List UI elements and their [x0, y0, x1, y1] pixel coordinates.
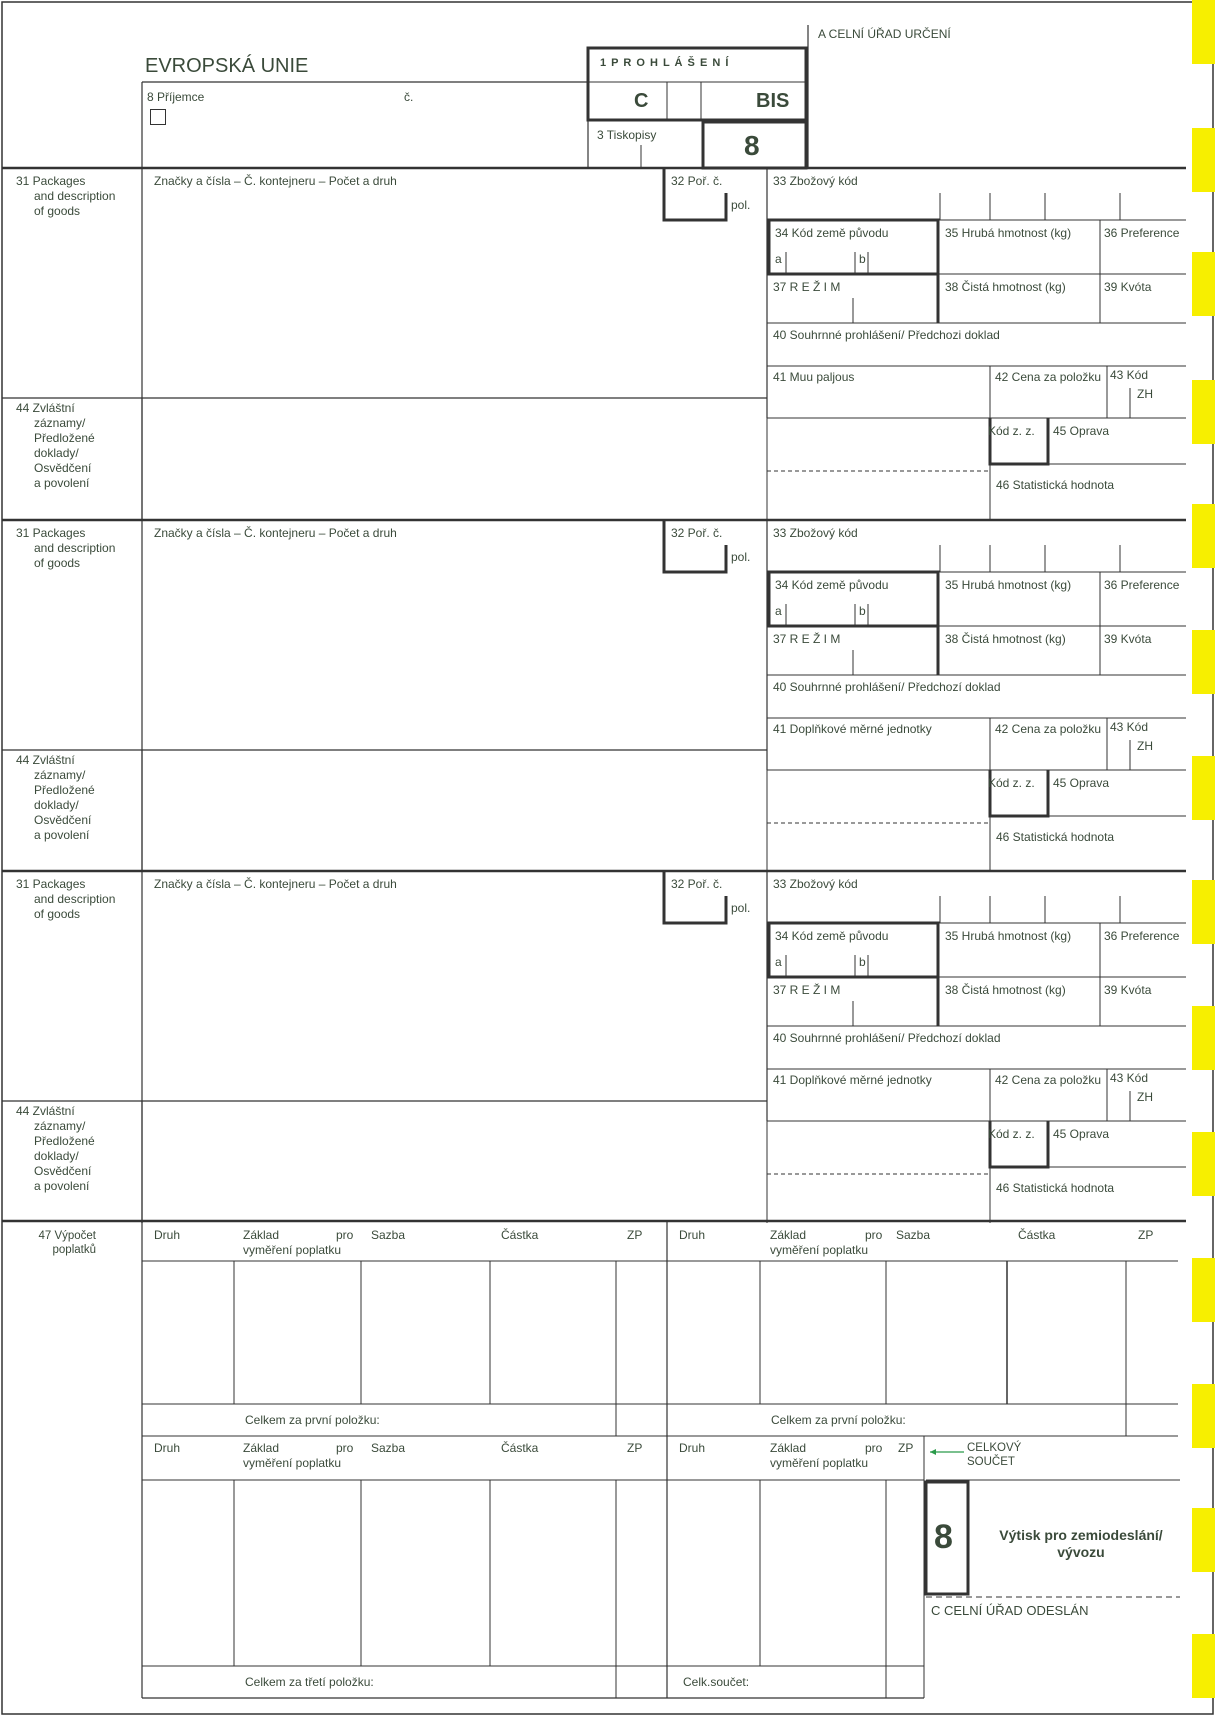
packages-label-line: 31 Packages	[16, 174, 86, 188]
packages-label-line: 31 Packages	[16, 526, 86, 540]
grand-total-line: CELKOVÝ	[967, 1442, 1022, 1454]
margin-tab	[1192, 1508, 1215, 1572]
zh-label: ZH	[1137, 1090, 1153, 1104]
total-first-item-left: Celkem za první položku:	[245, 1413, 380, 1427]
marks-label: Značky a čísla – Č. kontejneru – Počet a druh	[154, 526, 397, 540]
summary-declaration-label: 40 Souhrnné prohlášení/ Předchozí doklad	[773, 1031, 1001, 1045]
eu-title: EVROPSKÁ UNIE	[145, 55, 309, 77]
item-number-label: 32 Poř. č.	[671, 174, 723, 188]
preference-label: 36 Preference	[1104, 578, 1180, 592]
code-label: 43 Kód	[1110, 1071, 1149, 1085]
special-notes-label-line: Předložené	[34, 431, 95, 445]
special-notes-label-line: Osvědčení	[34, 461, 92, 475]
special-notes-label-line: 44 Zvláštní	[16, 1104, 75, 1118]
net-mass-label: 38 Čistá hmotnost (kg)	[945, 280, 1066, 294]
pol-label: pol.	[731, 550, 751, 564]
gross-mass-label: 35 Hrubá hmotnost (kg)	[945, 929, 1072, 943]
declaration-label: 1 P R O H L Á Š E N Í	[600, 57, 730, 69]
margin-tab	[1192, 252, 1215, 316]
grand-sum-label: Celk.součet:	[683, 1675, 750, 1689]
statistical-value-label: 46 Statistická hodnota	[996, 830, 1115, 844]
declaration-bis: BIS	[756, 90, 790, 112]
pol-label: pol.	[731, 901, 751, 915]
packages-label-line: of goods	[34, 907, 81, 921]
fee-base-header: Základ	[770, 1441, 807, 1455]
fee-base-header: Základ	[243, 1228, 280, 1242]
code-label: 43 Kód	[1110, 368, 1149, 382]
fee-base-sub-header: vyměření poplatku	[243, 1243, 342, 1257]
summary-declaration-label: 40 Souhrnné prohlášení/ Předchozí doklad	[773, 680, 1001, 694]
net-mass-label: 38 Čistá hmotnost (kg)	[945, 983, 1066, 997]
margin-tab	[1192, 1132, 1215, 1196]
margin-tab	[1192, 756, 1215, 820]
origin-code-label: 34 Kód země původu	[775, 226, 889, 240]
origin-b-label: b	[859, 955, 866, 969]
margin-tab	[1192, 128, 1215, 192]
special-notes-label-line: a povolení	[34, 476, 90, 490]
packages-label-line: of goods	[34, 204, 81, 218]
pol-label: pol.	[731, 198, 751, 212]
copy-title-line: Výtisk pro zemiodeslání/	[999, 1527, 1163, 1543]
special-notes-label-line: Předložené	[34, 783, 95, 797]
quota-label: 39 Kvóta	[1104, 632, 1152, 646]
statistical-value-label: 46 Statistická hodnota	[996, 478, 1115, 492]
kod-zz-label: Kód z. z.	[988, 776, 1035, 790]
fee-amount-header: Částka	[501, 1228, 539, 1242]
net-mass-label: 38 Čistá hmotnost (kg)	[945, 632, 1066, 646]
fee-amount-header: Částka	[501, 1441, 539, 1455]
fee-zp-header: ZP	[627, 1228, 643, 1242]
margin-tab	[1192, 880, 1215, 944]
fee-type-header: Druh	[679, 1441, 706, 1455]
correction-label: 45 Oprava	[1053, 424, 1110, 438]
origin-a-label: a	[775, 604, 782, 618]
item-number-label: 32 Poř. č.	[671, 877, 723, 891]
margin-tab	[1192, 380, 1215, 444]
summary-declaration-label: 40 Souhrnné prohlášení/ Předchozi doklad	[773, 328, 1000, 342]
preference-label: 36 Preference	[1104, 226, 1180, 240]
special-notes-label-line: a povolení	[34, 828, 90, 842]
special-notes-label-line: Osvědčení	[34, 1164, 92, 1178]
special-notes-label-line: a povolení	[34, 1179, 90, 1193]
margin-tab	[1192, 1258, 1215, 1322]
fee-base-sub-header: vyměření poplatku	[243, 1456, 342, 1470]
declaration-c: C	[634, 90, 649, 112]
fees-label-line: 47 Výpočet	[38, 1230, 96, 1242]
grand-total-line: SOUČET	[967, 1456, 1015, 1468]
code-label: 43 Kód	[1110, 720, 1149, 734]
fee-amount-header: Částka	[1018, 1228, 1056, 1242]
special-notes-label-line: Předložené	[34, 1134, 95, 1148]
forms-label: 3 Tiskopisy	[597, 128, 657, 142]
kod-zz-label: Kód z. z.	[988, 424, 1035, 438]
recipient-number-label: č.	[404, 90, 414, 104]
fee-type-header: Druh	[154, 1441, 181, 1455]
fee-rate-header: Sazba	[371, 1228, 406, 1242]
fee-base-header: Základ	[243, 1441, 280, 1455]
item-price-label: 42 Cena za položku	[995, 1073, 1102, 1087]
preference-label: 36 Preference	[1104, 929, 1180, 943]
statistical-value-label: 46 Statistická hodnota	[996, 1181, 1115, 1195]
margin-tab	[1192, 1384, 1215, 1448]
correction-label: 45 Oprava	[1053, 1127, 1110, 1141]
item-blocks	[2, 168, 1186, 1223]
origin-code-label: 34 Kód země původu	[775, 929, 889, 943]
office-sent-label: C CELNÍ ÚŘAD ODESLÁN	[931, 1603, 1089, 1618]
special-notes-label-line: doklady/	[34, 446, 79, 460]
item-price-label: 42 Cena za položku	[995, 370, 1102, 384]
special-notes-label-line: záznamy/	[34, 768, 86, 782]
regime-label: 37 R E Ž I M	[773, 280, 841, 294]
copy-number-footer: 8	[934, 1518, 953, 1556]
fee-zp-header: ZP	[898, 1441, 914, 1455]
marks-label: Značky a čísla – Č. kontejneru – Počet a druh	[154, 877, 397, 891]
kod-zz-label: Kód z. z.	[988, 1127, 1035, 1141]
item-price-label: 42 Cena za položku	[995, 722, 1102, 736]
packages-label-line: 31 Packages	[16, 877, 86, 891]
marks-label: Značky a čísla – Č. kontejneru – Počet a druh	[154, 174, 397, 188]
gross-mass-label: 35 Hrubá hmotnost (kg)	[945, 226, 1072, 240]
packages-label-line: of goods	[34, 556, 81, 570]
destination-office-label: A CELNÍ ÚŘAD URČENÍ	[818, 27, 951, 41]
copy-number: 8	[744, 130, 760, 161]
grand-total-label	[967, 1441, 1021, 1469]
fee-base-sub-header: vyměření poplatku	[770, 1456, 869, 1470]
supplementary-units-label: 41 Doplňkové měrné jednotky	[773, 722, 932, 736]
commodity-code-label: 33 Zbožový kód	[773, 526, 858, 540]
special-notes-label-line: doklady/	[34, 1149, 79, 1163]
origin-code-label: 34 Kód země původu	[775, 578, 889, 592]
commodity-code-label: 33 Zbožový kód	[773, 174, 858, 188]
total-third-item: Celkem za třetí položku:	[245, 1675, 374, 1689]
special-notes-label-line: záznamy/	[34, 416, 86, 430]
packages-label-line: and description	[34, 189, 116, 203]
regime-label: 37 R E Ž I M	[773, 983, 841, 997]
margin-tab	[1192, 504, 1215, 568]
packages-label-line: and description	[34, 892, 116, 906]
zh-label: ZH	[1137, 387, 1153, 401]
supplementary-units-label: 41 Muu paljous	[773, 370, 855, 384]
fee-type-header: Druh	[679, 1228, 706, 1242]
item-number-label: 32 Poř. č.	[671, 526, 723, 540]
quota-label: 39 Kvóta	[1104, 983, 1152, 997]
origin-b-label: b	[859, 252, 866, 266]
fee-zp-header: ZP	[627, 1441, 643, 1455]
commodity-code-label: 33 Zbožový kód	[773, 877, 858, 891]
special-notes-label-line: 44 Zvláštní	[16, 753, 75, 767]
margin-tab	[1192, 630, 1215, 694]
fee-base-pro-header: pro	[865, 1441, 883, 1455]
special-notes-label-line: doklady/	[34, 798, 79, 812]
copy-title-line: vývozu	[1057, 1544, 1105, 1560]
correction-label: 45 Oprava	[1053, 776, 1110, 790]
origin-b-label: b	[859, 604, 866, 618]
copy-title	[976, 1527, 1186, 1561]
origin-a-label: a	[775, 955, 782, 969]
fee-rate-header: Sazba	[896, 1228, 931, 1242]
fee-zp-header: ZP	[1138, 1228, 1154, 1242]
recipient-label: 8 Příjemce	[147, 90, 205, 104]
fee-base-pro-header: pro	[865, 1228, 883, 1242]
total-first-item-right: Celkem za první položku:	[771, 1413, 906, 1427]
supplementary-units-label: 41 Doplňkové měrné jednotky	[773, 1073, 932, 1087]
special-notes-label-line: Osvědčení	[34, 813, 92, 827]
special-notes-label-line: záznamy/	[34, 1119, 86, 1133]
packages-label-line: and description	[34, 541, 116, 555]
fee-type-header: Druh	[154, 1228, 181, 1242]
gross-mass-label: 35 Hrubá hmotnost (kg)	[945, 578, 1072, 592]
margin-tab	[1192, 1634, 1215, 1698]
fee-rate-header: Sazba	[371, 1441, 406, 1455]
fee-base-pro-header: pro	[336, 1228, 354, 1242]
fees-label-line: poplatků	[52, 1244, 96, 1256]
margin-tab	[1192, 1006, 1215, 1070]
quota-label: 39 Kvóta	[1104, 280, 1152, 294]
fee-base-pro-header: pro	[336, 1441, 354, 1455]
recipient-checkbox[interactable]	[150, 109, 166, 125]
margin-tab	[1192, 0, 1215, 64]
zh-label: ZH	[1137, 739, 1153, 753]
origin-a-label: a	[775, 252, 782, 266]
special-notes-label-line: 44 Zvláštní	[16, 401, 75, 415]
fees-label	[28, 1229, 96, 1257]
fee-base-header: Základ	[770, 1228, 807, 1242]
fee-base-sub-header: vyměření poplatku	[770, 1243, 869, 1257]
regime-label: 37 R E Ž I M	[773, 632, 841, 646]
